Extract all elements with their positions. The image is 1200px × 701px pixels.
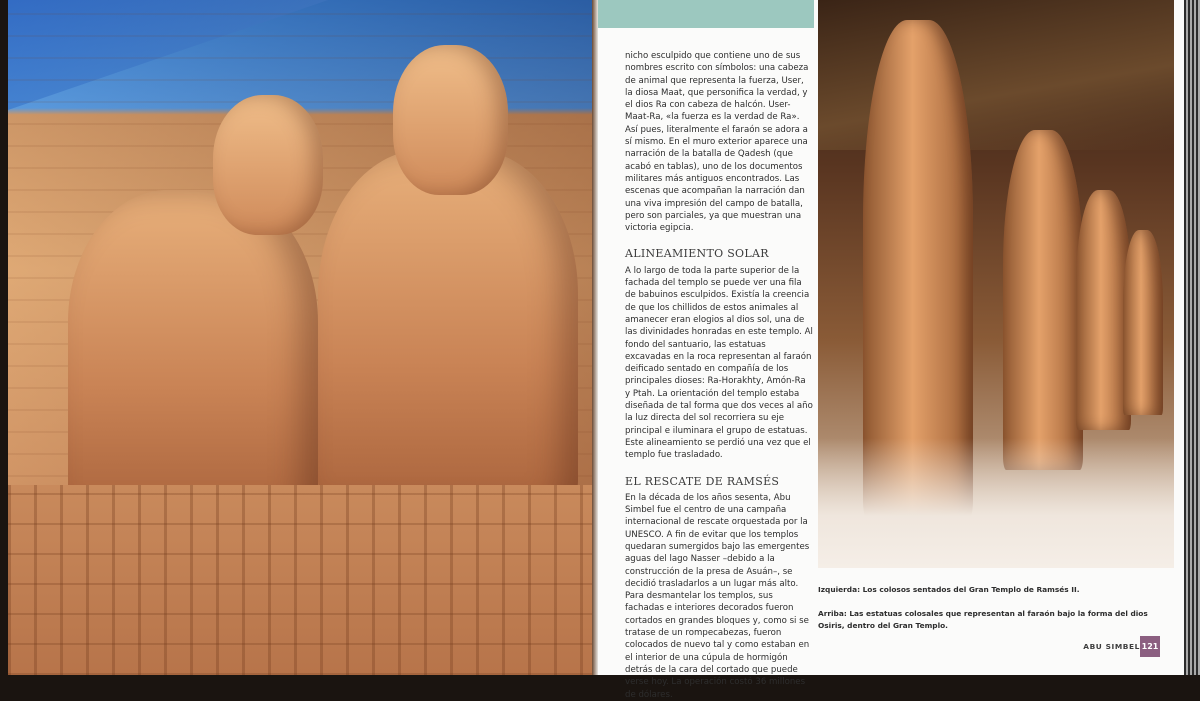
- caption-above: Arriba: Las estatuas colosales que representan al faraón bajo la forma del dios Osiris, dentro del Gran Templo.: [818, 609, 1148, 630]
- paragraph-rescate: En la década de los años sesenta, Abu Simbel fue el centro de una campaña internacional de rescate orquestada por la UNESCO. A fin de evitar que los templos quedaran sumergidos bajo las emergentes aguas del lago Nasser –debido a la construcción de la presa de Asuán–, se decidió trasladarlos a un lugar más alto. Para desmantelar los templos, sus fachadas e interiores decorados fueron cortados en grandes bloques y, como si se tratase de un rompecabezas, fueron colocados de nuevo tal y como estaban en el interior de una cúpula de hormigón detrás de la cara del cortado que puede verse hoy. La operación costó 36 millones de dólares.: [625, 492, 810, 700]
- paragraph-alineamiento: A lo largo de toda la parte superior de la fachada del templo se puede ver una fila de babuinos esculpidos. Existía la creencia de que los chillidos de estos animales al amanecer eran elogios al dios sol, una de las divinidades honradas en este templo. Al fondo del santuario, las estatuas excavadas en la roca representan al faraón deificado sentado en compañía de los principales dioses: Ra-Horakhty, Amón-Ra y Ptah. La orientación del templo estaba diseñada de tal forma que dos veces al año la luz directa del sol recorriera su eje principal e iluminara el grupo de estatuas. Este alineamiento se perdió una vez que el templo fue trasladado.: [625, 265, 813, 461]
- colossus-right-head: [393, 45, 508, 195]
- paragraph-intro: nicho esculpido que contiene uno de sus nombres escrito con símbolos: una cabeza de animal que representa la fuerza, User, la diosa Maat, que personifica la verdad, y el dios Ra con cabeza de halcón. User-Maat-Ra, «la fuerza es la verdad de Ra». Así pues, literalmente el faraón se adora a sí mismo. En el muro exterior aparece una narración de la batalla de Qadesh (que acabó en tablas), uno de los documentos militares más antiguos encontrados. Las escenas que acompañan la narración dan una viva impresión del campo de batalla, pero son parciales, ya que muestran una victoria egipcia.: [625, 51, 809, 234]
- photo-osiris-statues: [818, 0, 1174, 568]
- hall-floor: [818, 438, 1174, 568]
- osiris-statue-4: [1123, 230, 1163, 415]
- colossus-right: [318, 150, 578, 510]
- teal-header-band: [598, 0, 814, 28]
- heading-rescate-ramses: EL RESCATE DE RAMSÉS: [625, 474, 780, 488]
- colossus-left-head: [213, 95, 323, 235]
- body-text-column: [625, 50, 813, 701]
- osiris-statue-2: [1003, 130, 1083, 470]
- hieroglyph-relief-base: [8, 485, 592, 675]
- photo-colossi-facade: [8, 0, 592, 675]
- page-121: [598, 0, 1184, 700]
- running-head: ABU SIMBEL: [1083, 642, 1140, 651]
- page-number: 121: [1140, 636, 1160, 657]
- page-edges: [1184, 0, 1200, 675]
- caption-left: Izquierda: Los colosos sentados del Gran Templo de Ramsés II.: [818, 585, 1080, 594]
- colossus-left: [68, 190, 318, 520]
- heading-alineamiento-solar: ALINEAMIENTO SOLAR: [625, 247, 769, 261]
